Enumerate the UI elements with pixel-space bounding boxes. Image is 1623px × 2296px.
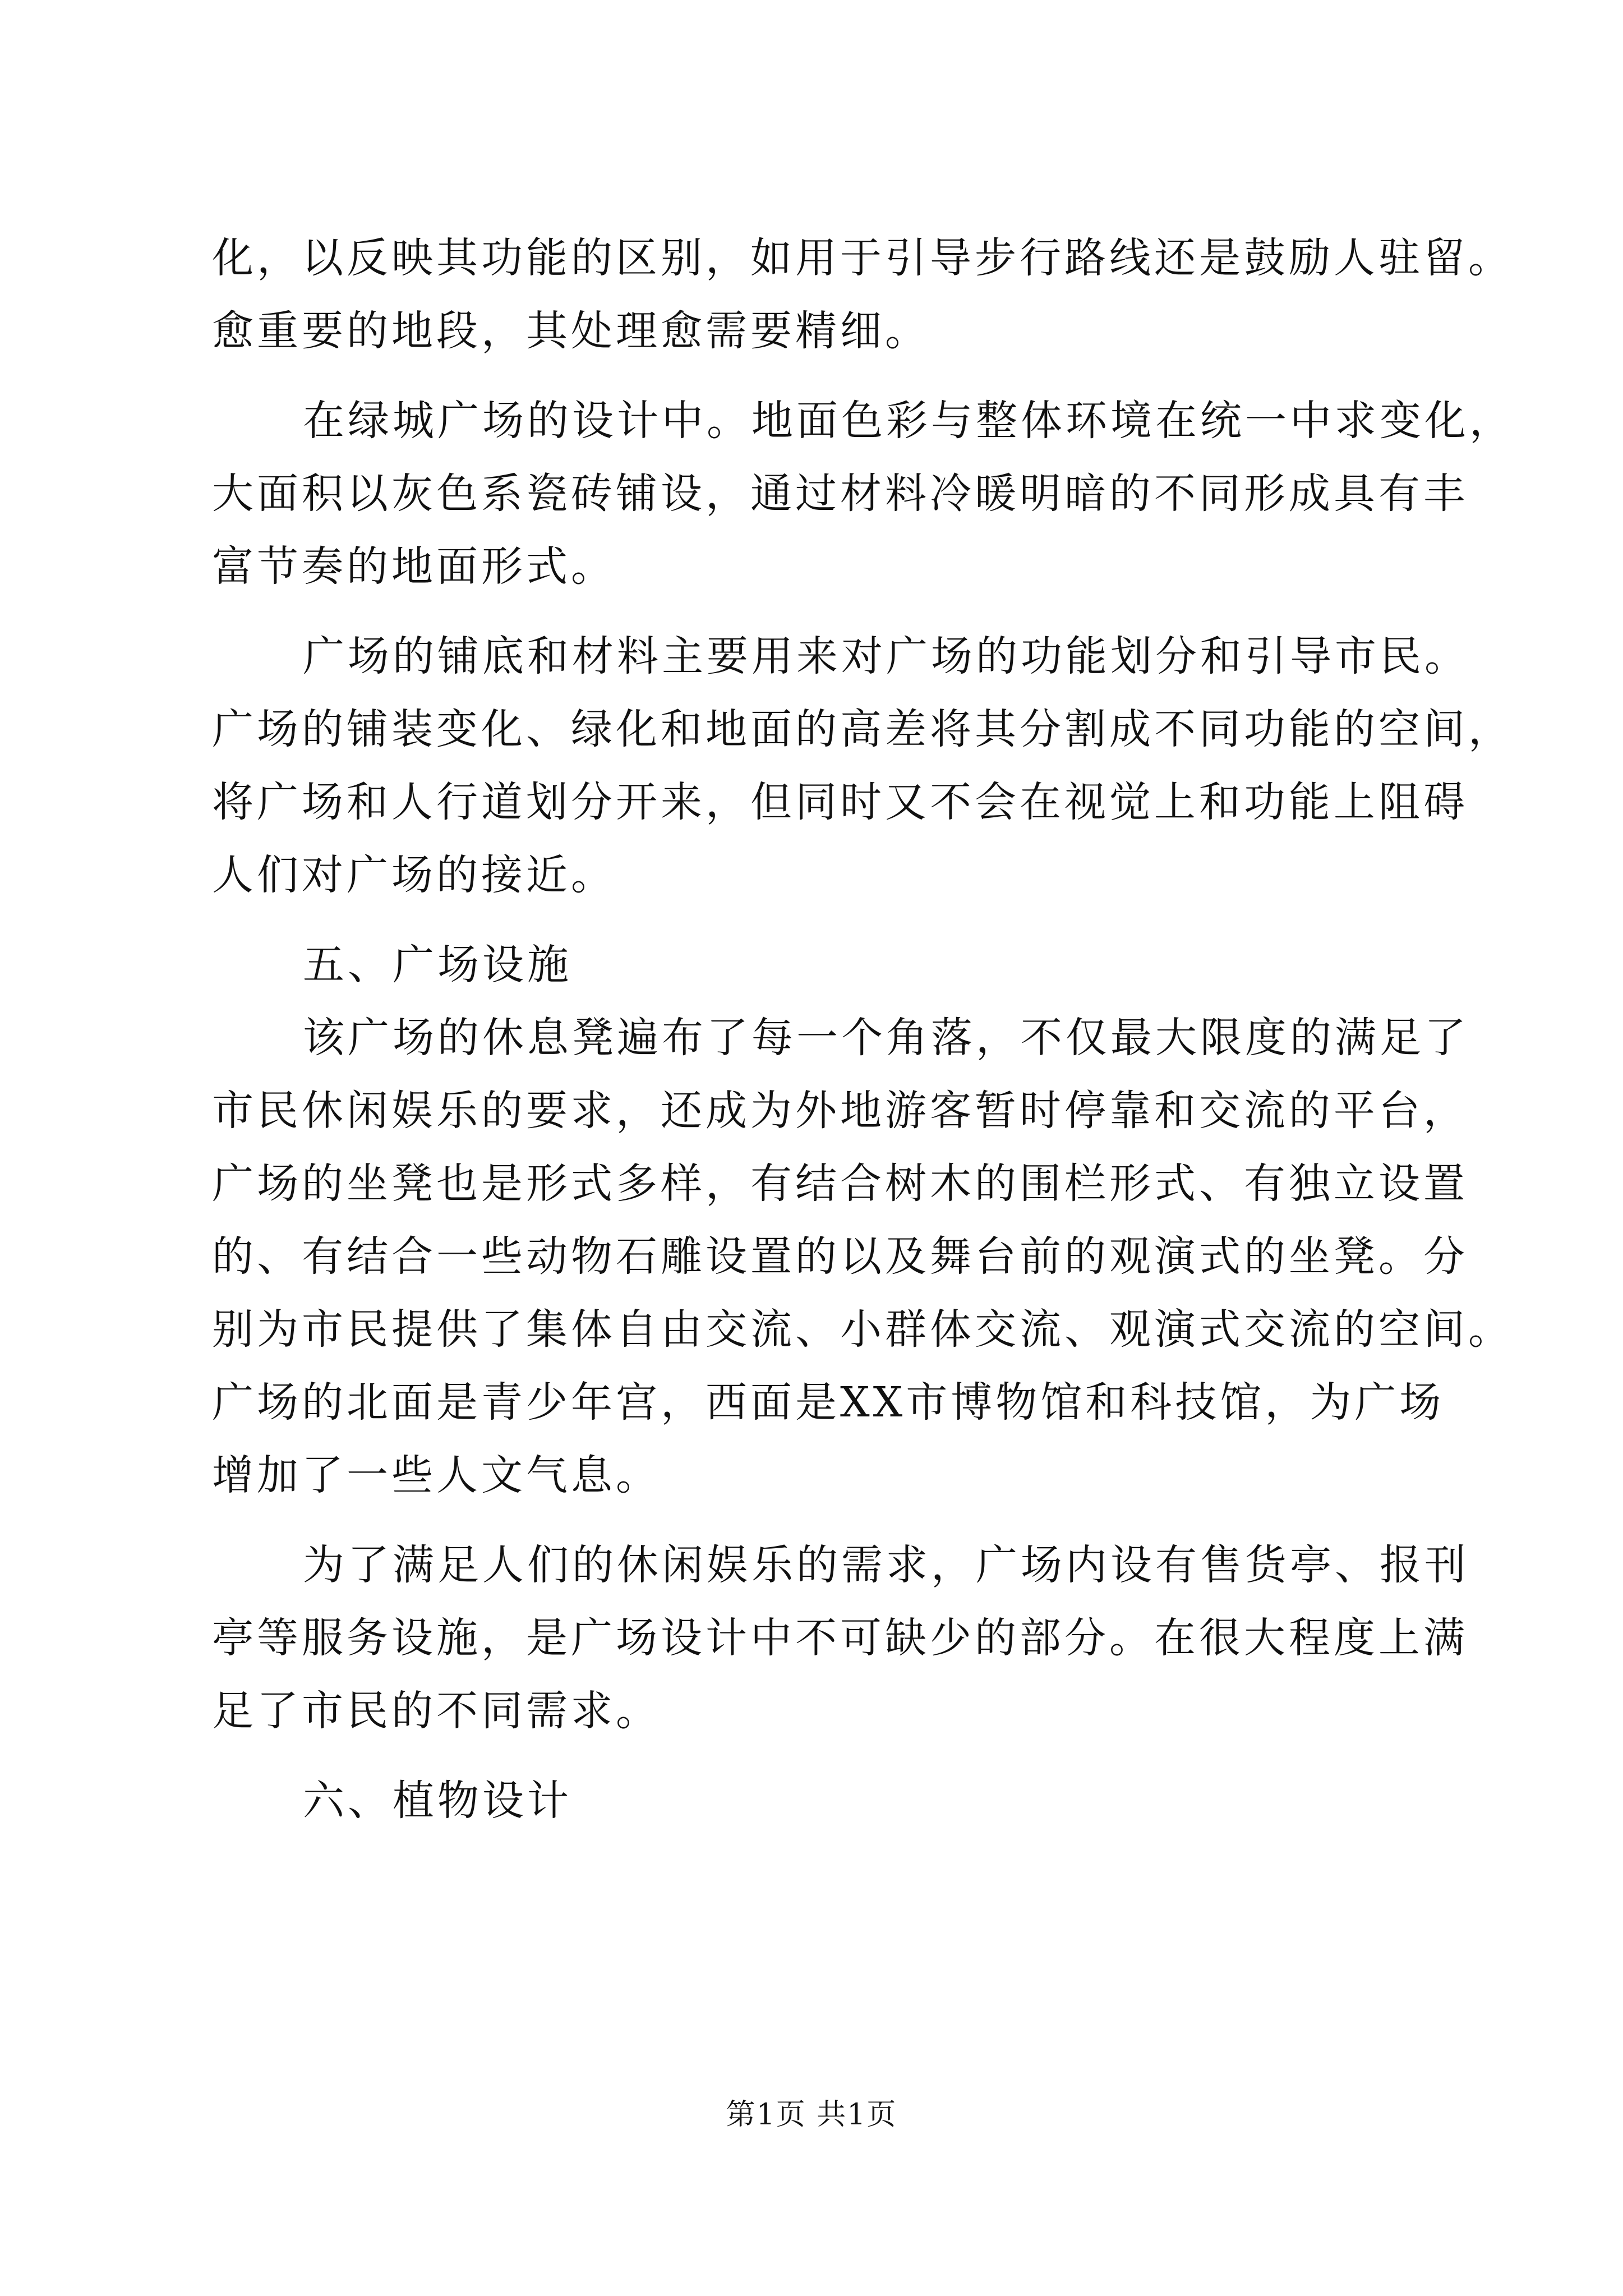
text-line: 大面积以灰色系瓷砖铺设，通过材料冷暖明暗的不同形成具有丰	[212, 470, 1468, 518]
text-line: 人们对广场的接近。	[212, 851, 616, 899]
section-heading: 五、广场设施	[303, 941, 572, 989]
text-line: 为了满足人们的休闲娱乐的需求，广场内设有售货亭、报刊	[303, 1541, 1469, 1589]
text-line: 该广场的休息凳遍布了每一个角落，不仅最大限度的满足了	[303, 1014, 1469, 1062]
text-line: 增加了一些人文气息。	[212, 1451, 661, 1499]
text-line: 将广场和人行道划分开来，但同时又不会在视觉上和功能上阻碍	[212, 778, 1468, 826]
text-line: 愈重要的地段，其处理愈需要精细。	[212, 307, 930, 355]
text-line: 亭等服务设施，是广场设计中不可缺少的部分。在很大程度上满	[212, 1614, 1468, 1662]
text-line: 广场的坐凳也是形式多样，有结合树木的围栏形式、有独立设置	[212, 1159, 1468, 1208]
text-line: 市民休闲娱乐的要求，还成为外地游客暂时停靠和交流的平台，	[212, 1087, 1468, 1135]
text-line: 广场的铺底和材料主要用来对广场的功能划分和引导市民。	[303, 632, 1469, 680]
page-footer: 第1页 共1页	[726, 2098, 897, 2132]
text-line: 别为市民提供了集体自由交流、小群体交流、观演式交流的空间。	[212, 1305, 1513, 1354]
text-line: 广场的北面是青少年宫，西面是XX市博物馆和科技馆，为广场	[212, 1378, 1445, 1427]
text-line: 在绿城广场的设计中。地面色彩与整体环境在统一中求变化，	[303, 397, 1514, 445]
text-line: 的、有结合一些动物石雕设置的以及舞台前的观演式的坐凳。分	[212, 1232, 1468, 1281]
text-line: 化，以反映其功能的区别，如用于引导步行路线还是鼓励人驻留。	[212, 234, 1513, 282]
section-heading: 六、植物设计	[303, 1777, 572, 1825]
text-line: 富节奏的地面形式。	[212, 542, 616, 591]
text-line: 足了市民的不同需求。	[212, 1687, 661, 1735]
text-line: 广场的铺装变化、绿化和地面的高差将其分割成不同功能的空间，	[212, 705, 1513, 753]
